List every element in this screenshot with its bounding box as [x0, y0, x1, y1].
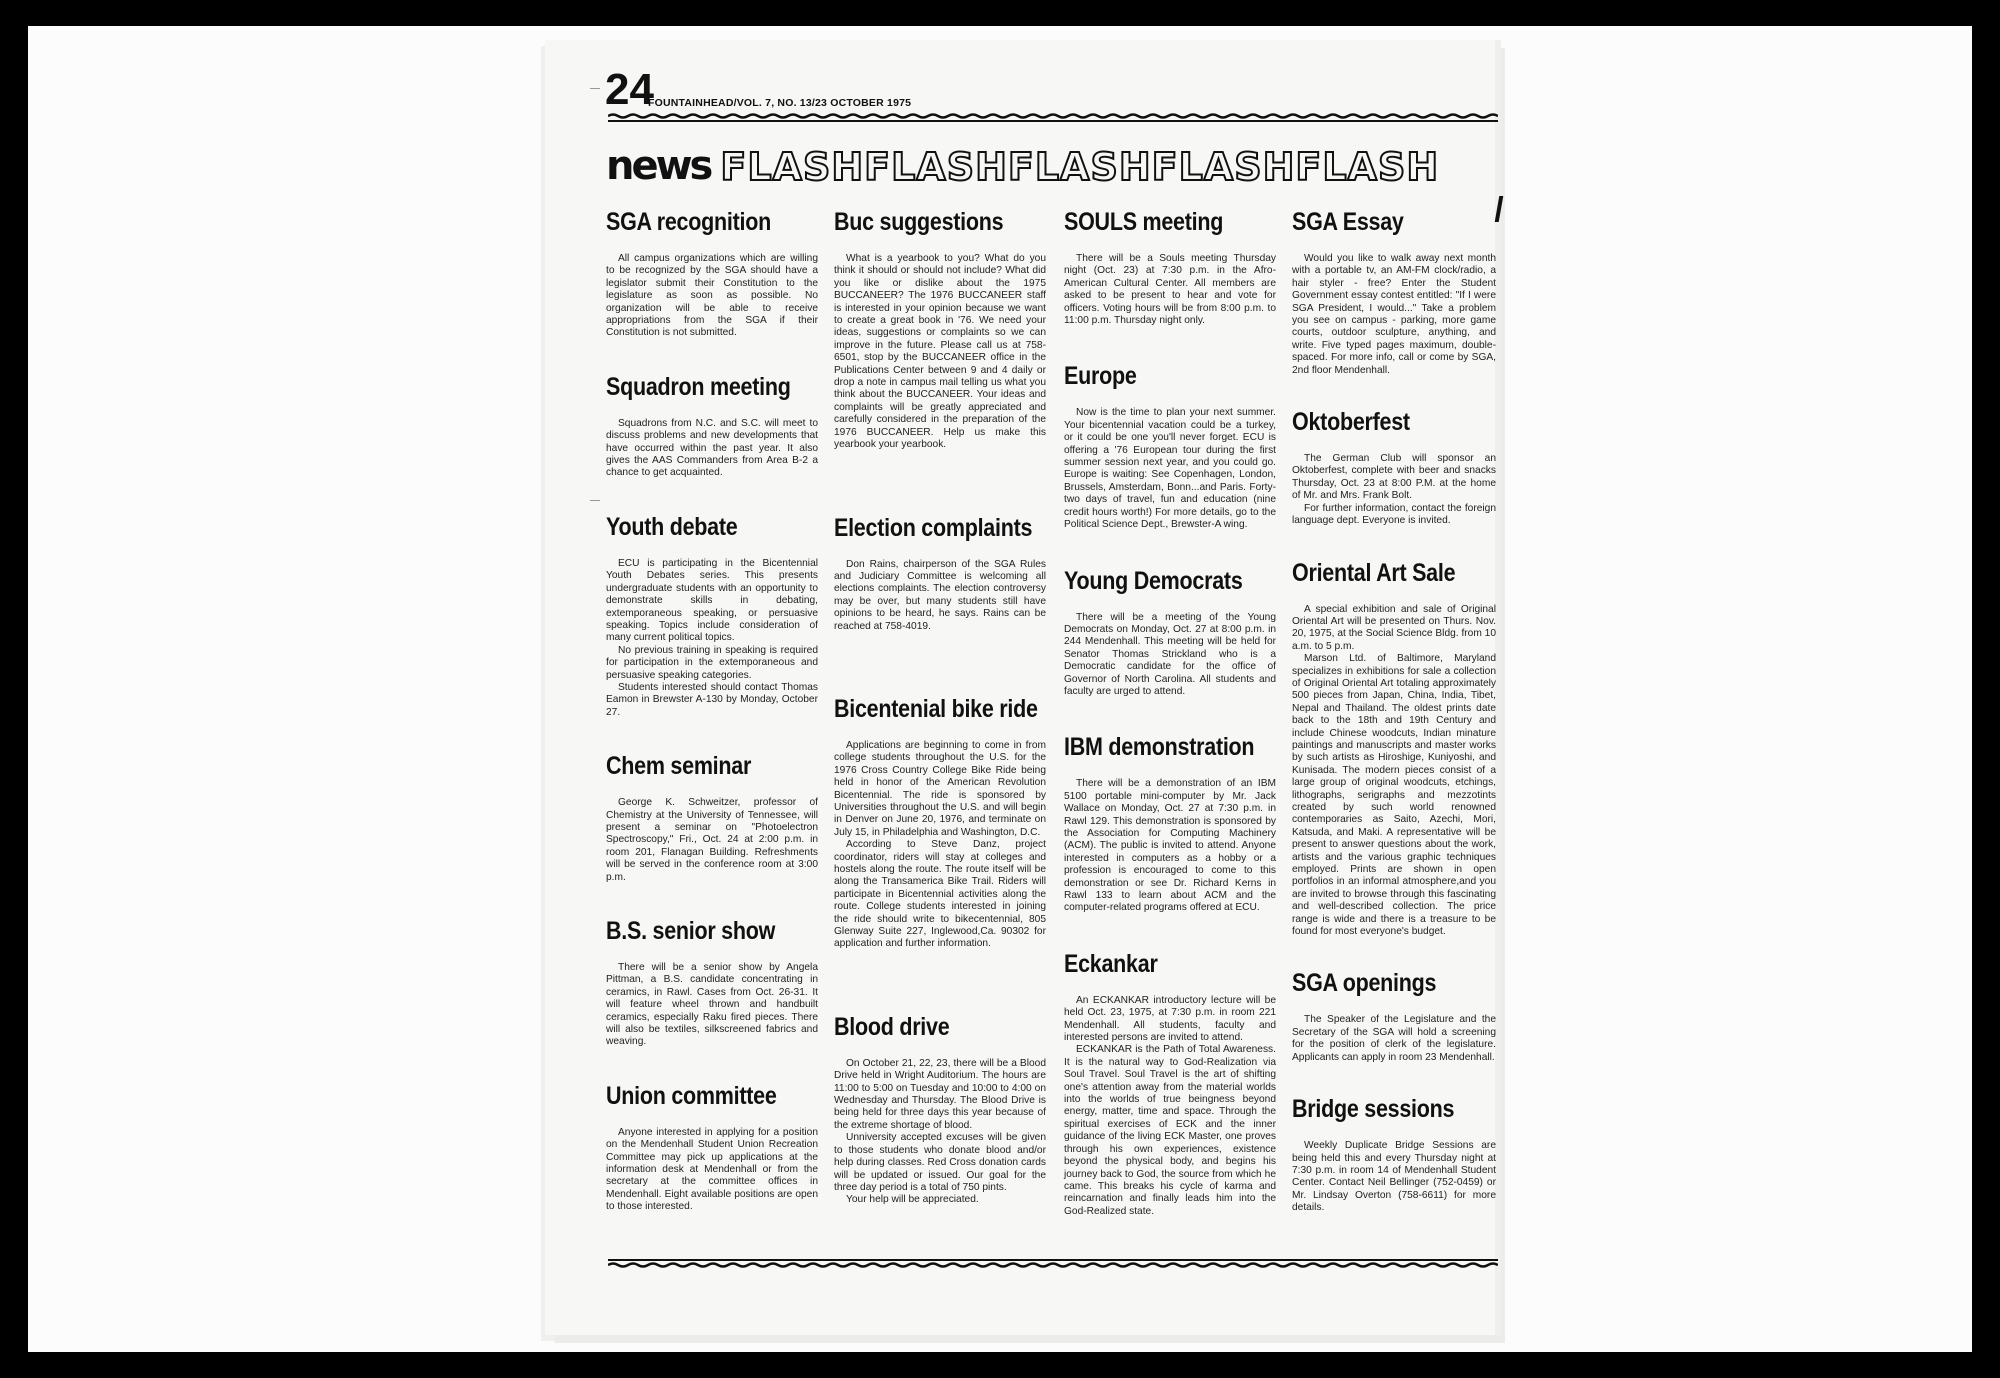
column-4 [1292, 208, 1496, 1237]
article-paragraph: For further information, contact the foreign language dept. Everyone is invited. [1292, 502, 1496, 527]
article-paragraph: On October 21, 22, 23, there will be a Blood Drive held in Wright Auditorium. The hours are 11:00 to 5:00 on Tuesday and 10:00 to 4:00 on Wednesday and Thursday. The Blood Drive is being held for three days this year because of the extreme shortage of blood. [834, 1057, 1046, 1131]
article-paragraph: The German Club will sponsor an Oktoberfest, complete with beer and snacks Thursday, Oct. 23 at 8:00 P.M. at the home of Mr. and Mrs. Frank Bolt. [1292, 453, 1496, 502]
article-paragraph: Unniversity accepted excuses will be given to those students who donate blood and/or help during classes. Red Cross donation cards will be updated or issued. Our goal for the three day period is a total of 750 pints. [834, 1132, 1046, 1193]
article [606, 208, 818, 340]
article-paragraph: There will be a demonstration of an IBM 5100 portable mini-computer by Mr. Jack Wallace on Monday, Oct. 27 at 7:30 p.m. in Rawl 129. This demonstration is sponsored by the Association for Computing Machinery (ACM). The public is invited to attend. Anyone interested in computers as a hobby or a profession is encouraged to come to this demonstration or see Dr. Richard Kerns in Rawl 133 to learn about ACM and the computer-related programs offered at ECU. [1064, 778, 1276, 914]
article [834, 208, 1046, 452]
article-paragraph: Now is the time to plan your next summer. Your bicentennial vacation could be a turkey, or it could be one you'll never forget. ECU is offering a '76 European tour during the first summer session next year, and you could go. Europe is waiting: See Copenhagen, London, Brussels, Amsterdam, Bonn...and Paris. Forty-two days of travel, fun and education (nine credit hours worth!) For more details, go to the Political Science Dept., Brewster-A wing. [1064, 407, 1276, 531]
article-paragraph: The Speaker of the Legislature and the Secretary of the SGA will hold a screening for the position of clerk of the legislature. Applicants can apply in room 23 Mendenhall. [1292, 1014, 1496, 1063]
article-paragraph: No previous training in speaking is required for participation in the extemporaneous and persuasive speaking categories. [606, 644, 818, 681]
article-headline: SGA recognition [606, 208, 771, 236]
article-headline: Oriental Art Sale [1292, 558, 1456, 587]
article-headline: Squadron meeting [606, 372, 791, 401]
column-3 [1064, 208, 1276, 1240]
article-headline: B.S. senior show [606, 917, 776, 945]
article [606, 752, 818, 884]
article-paragraph: Your help will be appreciated. [846, 1194, 979, 1206]
article-paragraph: ECU is participating in the Bicentennial Youth Debates series. This presents undergraduate students with an opportunity to demonstrate skills in debating, extemporaneous speaking, or persuasive speaking. Topics include consideration of many current political topics. [606, 557, 818, 644]
article-paragraph: According to Steve Danz, project coordinator, riders will stay at colleges and hostels along the route. The route itself will be along the Transamerica Bike Trail. Riders will participate in Bicentennial activities along the route. College students interested in joining the ride should write to bikecentennial, 805 Glenway Suite 227, Inglewood,Ca. 90302 for application and further information. [834, 839, 1046, 950]
article-headline: SOULS meeting [1064, 208, 1224, 236]
masthead-flash: FLASHFLASHFLASHFLASHFLASH [720, 145, 1440, 189]
article-headline: Eckankar [1064, 949, 1158, 978]
top-rule [608, 113, 1498, 123]
article-paragraph: Anyone interested in applying for a position on the Mendenhall Student Union Recreation Committee may pick up applications at the information desk at Mendenhall or from the secretary at the committee offices in Mendenhall. Eight available positions are open to those interested. [606, 1126, 818, 1213]
article-paragraph: Weekly Duplicate Bridge Sessions are being held this and every Thursday night at 7:30 p.m. in room 14 of Mendenhall Student Center. Contact Neil Bellinger (752-0459) or Mr. Lindsay Overton (758-6611) for more details. [1292, 1140, 1496, 1214]
article [1064, 362, 1276, 531]
article [1292, 208, 1496, 377]
column-1 [606, 208, 818, 1236]
article-paragraph: ECKANKAR is the Path of Total Awareness. It is the natural way to God-Realization via Soul Travel. Soul Travel is the art of shifting one's attention away from the material worlds into the worlds of true beingness beyond energy, matter, time and space. Through the spiritual exercises of ECK and the inner guidance of the living ECK Master, one proves through his own experiences, existence beyond the physical body, and begins his journey back to God, the source from which he came. This breaks his cycle of karma and reincarnation and finally leads him into the God-Realized state. [1064, 1044, 1276, 1217]
column-2 [834, 208, 1046, 1229]
article-headline: SGA openings [1292, 969, 1437, 998]
article-headline: Union committee [606, 1081, 777, 1110]
article [606, 917, 818, 1049]
issue-line: FOUNTAINHEAD/VOL. 7, NO. 13/23 OCTOBER 1975 [648, 97, 912, 109]
masthead [606, 136, 1440, 189]
article [1064, 950, 1276, 1218]
article-headline: Election complaints [834, 513, 1033, 542]
article-headline: Blood drive [834, 1012, 950, 1041]
article [606, 373, 818, 480]
article-headline: SGA Essay [1292, 208, 1404, 236]
article-paragraph: Squadrons from N.C. and S.C. will meet to discuss problems and new developments that have occurred within the past year. It also gives the AAS Commanders from Area B-2 a chance to get acquainted. [606, 417, 818, 479]
article-headline: Buc suggestions [834, 208, 1004, 236]
article-paragraph: Don Rains, chairperson of the SGA Rules and Judiciary Committee is welcoming all elections complaints. The election controversy may be over, but many students still have opinions to be heard, he says. Rains can be reached at 758-4019. [834, 558, 1046, 632]
article-paragraph: There will be a meeting of the Young Democrats on Monday, Oct. 27 at 8:00 p.m. in 244 Mendenhall. This meeting will be held for Senator Thomas Strickland who is a Democratic candidate for the office of Governor of North Carolina. All students and faculty are urged to attend. [1064, 611, 1276, 697]
article-headline: Europe [1064, 362, 1137, 391]
article [1064, 208, 1276, 327]
margin-mark [590, 88, 600, 89]
article [606, 513, 818, 719]
article [1292, 1095, 1496, 1214]
article-headline: Youth debate [606, 512, 738, 541]
article-paragraph: Marson Ltd. of Baltimore, Maryland specializes in exhibitions for sale a collection of Original Oriental Art totaling approximately 500 pieces from Japan, China, India, Tibet, Nepal and Thailand. The oldest prints date back to the 18th and 19th Century and include Chinese woodcuts, Indian minature paintings and manuscripts and master works by such artists as Hiroshige, Kuniyoshi, and Kunisada. The modern pieces consist of a large group of original woodcuts, etchings, lithographs, serigraphs and mezzotints created by such world renowned contemporaries as Saito, Azechi, Mori, Katsuda, and Maki. A representative will be present to answer questions about the work, artists and the various graphic techniques employed. Prints are shown in open portfolios in an informal atmosphere,and you are invited to browse through this fascinating and well-described collection. The price range is wide and there is a treasure to be found for most everyone's budget. [1292, 653, 1496, 938]
article-headline: Oktoberfest [1292, 408, 1410, 437]
article [606, 1082, 818, 1214]
article-headline: Bridge sessions [1292, 1095, 1455, 1124]
article [1064, 567, 1276, 699]
article [1292, 559, 1496, 939]
article-paragraph: George K. Schweitzer, professor of Chemistry at the University of Tennessee, will present a seminar on "Photoelectron Spectroscopy," Fri., Oct. 24 at 2:00 p.m. in room 201, Flanagan Building. Refreshments will be served in the conference room at 3:00 p.m. [606, 797, 818, 883]
article-paragraph: What is a yearbook to you? What do you think it should or should not include? What did you like or dislike about the 1975 BUCCANEER? The 1976 BUCCANEER staff is interested in your opinion because we want to create a great book in '76. We need your ideas, suggestions or complaints so we can improve in the future. Please call us at 758-6501, stop by the BUCCANEER office in the Publications Center between 9 and 4 daily or drop a note in campus mail telling us what you think about the BUCCANEER. Your ideas and complaints will be greatly appreciated and carefully considered in the preparation of the 1976 BUCCANEER. Help us make this yearbook your yearbook. [834, 253, 1046, 451]
bottom-rule [608, 1258, 1498, 1268]
article-paragraph: There will be a senior show by Angela Pittman, a B.S. candidate concentrating in ceramics, in Rawl. Cases from Oct. 26-31. It will feature wheel thrown and handbuilt ceramics, especially Raku fired pieces. There will also be textiles, silkscreened fabrics and weaving. [606, 962, 818, 1048]
article [1292, 408, 1496, 527]
article [1064, 733, 1276, 914]
article [834, 514, 1046, 633]
masthead-news: news [606, 143, 711, 189]
article-headline: Chem seminar [606, 752, 752, 781]
article-paragraph: Would you like to walk away next month with a portable tv, an AM-FM clock/radio, a hair styler - free? Enter the Student Government essay contest entitled: "If I were SGA President, I would..." Take a problem you see on campus - parking, more game courts, outdoor sculpture, anything, and write. Five typed pages maximum, double-spaced. For more info, call or come by SGA, 2nd floor Mendenhall. [1292, 253, 1496, 376]
article [834, 1013, 1046, 1207]
article-paragraph: Applications are beginning to come in from college students throughout the U.S. for the 1976 Cross Country College Bike Ride being held in honor of the American Revolution Bicentennial. The ride is sponsored by Universities throughout the U.S. and will begin in Denver on June 20, 1976, and terminate on July 15, in Philadelphia and Washington, D.C. [834, 739, 1046, 838]
article-paragraph: An ECKANKAR introductory lecture will be held Oct. 23, 1975, at 7:30 p.m. in room 221 Mendenhall. All students, faculty and interested persons are invited to attend. [1064, 994, 1276, 1044]
article-paragraph: Students interested should contact Thomas Eamon in Brewster A-130 by Monday, October 27. [606, 681, 818, 718]
page-number: 24 [605, 65, 654, 114]
margin-mark [590, 500, 600, 501]
article [834, 695, 1046, 951]
article-headline: Young Democrats [1064, 566, 1243, 595]
article [1292, 969, 1496, 1064]
article-paragraph: A special exhibition and sale of Original Oriental Art will be presented on Thurs. Nov. 20, 1975, at the Social Science Bldg. from 10 a.m. to 5 p.m. [1292, 603, 1496, 652]
article-paragraph: All campus organizations which are willing to be recognized by the SGA should have a legislator submit their Constitution to the legislature as soon as possible. No organization will be able to receive appropriations from the SGA if their Constitution is not submitted. [606, 253, 818, 339]
article-headline: Bicentenial bike ride [834, 694, 1038, 723]
article-headline: IBM demonstration [1064, 733, 1255, 762]
article-paragraph: There will be a Souls meeting Thursday night (Oct. 23) at 7:30 p.m. in the Afro-American Cultural Center. All members are asked to be present to hear and vote for officers. Voting hours will be from 8:00 p.m. to 11:00 p.m. Thursday night only. [1064, 253, 1276, 327]
